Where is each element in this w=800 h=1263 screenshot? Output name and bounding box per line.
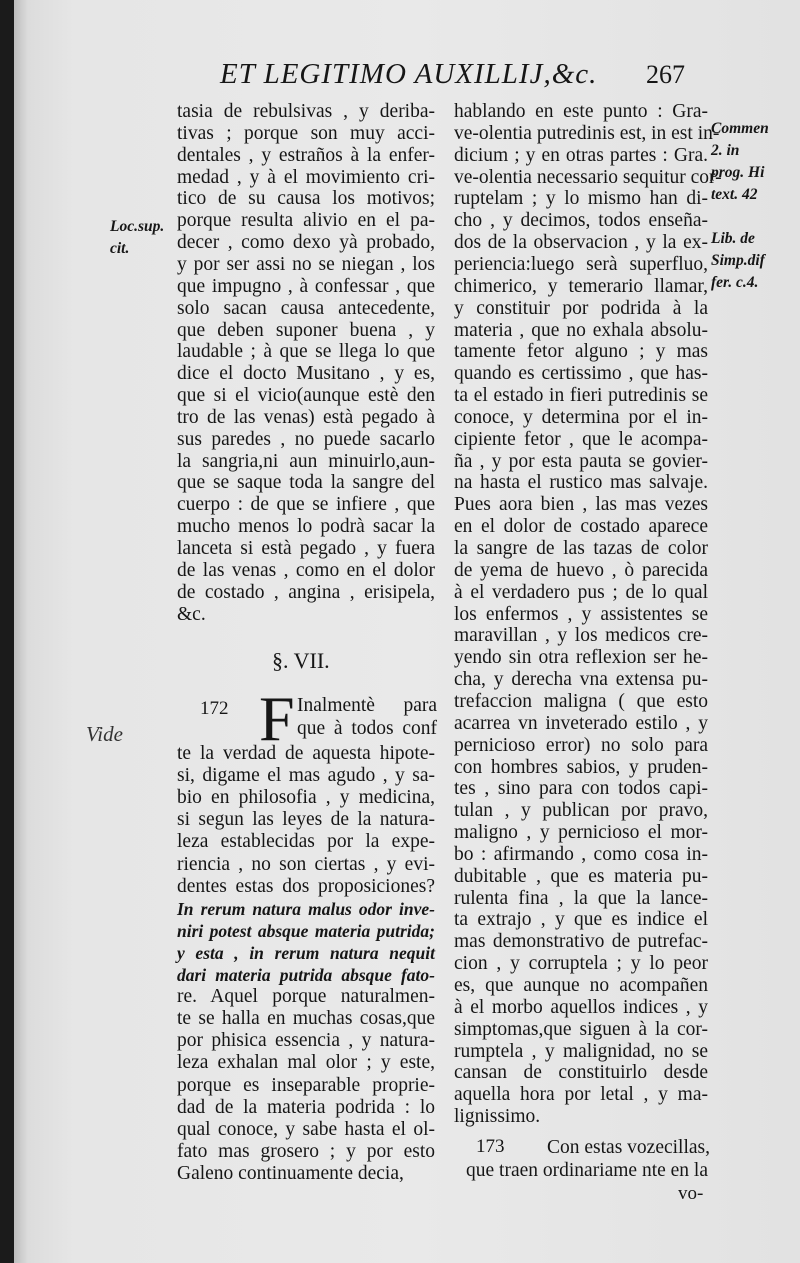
text-line: tivas ; porque son muy acci- [177,122,435,144]
text-line: hablando en este punto : Gra- [454,101,708,122]
text-line: maravillan , y los medicos cre- [454,625,708,647]
margin-note-left [110,216,164,260]
text-line: Inalmentè para [297,695,437,716]
text-line: leza exhalan mal olor ; y este, [177,1052,435,1074]
text-line: y por ser assi no se niegan , los [177,253,435,275]
text-line: cipiente fetor , que le acompa- [454,428,708,450]
text-line: tro de las venas) està pegado à [177,406,435,428]
text-line: tasia de rebulsivas , y deriba- [177,101,435,122]
paragraph-number-173: 173 [476,1136,505,1157]
section-heading: §. VII. [272,648,330,673]
book-page [14,0,800,1263]
text-line: dice el docto Musitano , y es, [177,363,435,385]
text-line: con hombres sabios, y pruden- [454,756,708,778]
text-line: cit. [110,240,130,257]
text-line: fer. c.4. [711,274,759,291]
text-line: ve-olentia necessario sequitur cor- [454,166,722,188]
text-line: cho , y decimos, todos enseña- [454,210,708,232]
text-line: los enfermos , y assistentes se [454,603,708,625]
text-line: de costado , angina , erisipela, [177,581,435,603]
text-line: que si el vicio(aunque estè den [177,385,435,407]
text-line: conoce, y determina por el in- [454,406,708,428]
text-line: porque resulta alivio en el pa- [177,210,435,232]
text-line: sus paredes , no puede sacarlo [177,428,435,450]
text-line: ruptelam ; y lo mismo han di- [454,188,708,210]
text-line: lanceta si està pegado , y fuera [177,538,435,559]
drop-cap: F [259,683,295,754]
text-line: In rerum natura malus odor inve- [177,898,435,919]
text-line: dos de la observacion , y la ex- [454,232,708,254]
text-line: por phisica essencia , y natura- [177,1030,435,1052]
text-line: que traen ordinariame nte en la [466,1160,709,1181]
text-line: mucho menos lo podrà sacar la [177,516,435,538]
text-line: porque es inseparable proprie- [177,1074,435,1096]
text-line: leza establecidas por la expe- [177,831,435,853]
text-line: maligno , y pernicioso el mor- [454,822,708,844]
text-line: Pues aora bien , las mas vezes [454,494,708,516]
text-line: es, que aunque no acompañen [454,975,708,996]
text-line: la sangria,ni aun minuirlo,aun- [177,450,435,472]
text-line: laudable ; à que se llega lo que [177,341,435,363]
text-line: re. Aquel porque naturalmen- [177,986,435,1008]
handwritten-note: Vide [86,722,123,746]
text-line: dentes estas dos proposiciones? [177,875,435,897]
text-line: acarrea vn inveterado estilo , y [454,712,708,734]
text-line: rulenta fina , la que la lance- [454,887,708,909]
text-line: na hasta el rustico mas salvaje. [454,472,708,494]
text-line: ta el estado in fieri putredinis se [454,385,708,407]
text-line: en el dolor de costado aparece [454,516,708,538]
text-line: à el verdadero pus ; de lo qual [454,581,708,603]
text-line: tico de su causa los motivos; [177,188,435,210]
running-title: ET LEGITIMO AUXILLIJ,&c. [220,58,598,90]
text-line: chimerico, y temerario llamar, [454,275,708,297]
text-line: dicium ; y en otras partes : Gra. [454,144,708,166]
text-line: de las venas , como en el dolor [177,559,435,581]
text-line: rumptela , y malignidad, no se [454,1040,708,1062]
text-line: la sangre de las tazas de color [454,538,708,559]
text-line: ña , y por esta pauta se govier- [454,450,708,472]
text-line: que à todos conf [297,718,437,739]
text-line: tamente fetor alguno ; y mas [454,341,708,363]
text-line: Simp.dif [711,252,765,269]
text-line: cion , y corruptela ; y lo peor [454,953,708,975]
text-line: si, digame el mas agudo , y sa- [177,765,435,787]
margin-note-right-mid [711,228,765,294]
text-line: medad , y à el movimiento cri- [177,166,435,188]
text-line: fato mas grosero ; y por esto [177,1140,435,1162]
text-line: bo : afirmando , como cosa in- [454,843,708,865]
text-line: tes , sino para con todos capi- [454,778,708,800]
text-line: dubitable , que es materia pu- [454,865,708,887]
text-line: si segun las leyes de la natura- [177,809,435,831]
text-line: y esta , in rerum natura nequit [177,942,435,963]
text-line: ta extrajo , y que es indice el [454,909,708,931]
text-line: mas demonstrativo de putrefac- [454,931,708,953]
text-line: &c. [177,603,206,625]
text-line: que se saque toda la sangre del [177,472,435,494]
text-line: Commen [711,120,769,137]
text-line: Galeno continuamente decia, [177,1162,404,1184]
text-line: te se halla en muchas cosas,que [177,1008,435,1030]
text-line: dari materia putrida absque fato- [177,965,435,985]
text-line: à el morbo aquellos indices , y [454,996,708,1018]
page-number: 267 [646,60,685,89]
text-line: riencia , no son ciertas , y evi- [177,853,435,875]
text-line: 2. in [711,142,740,159]
text-line: periencia:luego serà superfluo, [454,253,708,275]
text-line: que impugno , à confessar , que [177,275,435,297]
text-line: solo sacan causa antecedente, [177,297,435,319]
text-line: ve-olentia putredinis est, in est in- [454,122,720,144]
text-line: Lib. de [711,230,755,247]
catchword: vo- [678,1183,704,1204]
paragraph-number-172: 172 [200,698,229,719]
text-line: cansan de constituirlo desde [454,1062,708,1084]
text-line: que deben suponer buena , y [177,319,435,341]
text-line: aquella hora por letal , y ma- [454,1084,708,1106]
text-line: yendo sin otra reflexion ser he- [454,647,708,669]
text-line: bio en philosofia , y medicina, [177,787,435,809]
text-line: qual conoce, y sabe hasta el ol- [177,1118,435,1140]
text-line: quando es certissimo , que has- [454,363,708,385]
text-line: prog. Hi [711,164,765,181]
text-line: lignissimo. [454,1106,541,1128]
text-line: simptomas,que siguen à la cor- [454,1018,708,1040]
text-line: cuerpo : de que se infiere , que [177,494,435,516]
text-line: niri potest absque materia putrida; [177,920,435,941]
margin-note-right-top [711,118,769,206]
text-line: pernicioso error) no solo para [454,734,708,756]
text-line: materia , que no exhala absolu- [454,319,708,341]
text-line: cha, y derecha vna extensa pu- [454,669,708,691]
text-line: Con estas vozecillas, [547,1137,710,1158]
text-line: tulan , y publican por pravo, [454,800,708,822]
text-line: dentales , y estraños à la enfer- [177,144,435,166]
text-line: trefaccion maligna ( que esto [454,690,708,712]
text-line: text. 42 [711,186,758,203]
text-line: Loc.sup. [110,218,165,235]
text-line: decer , como dexo yà probado, [177,232,435,254]
text-line: de yema de huevo , ò parecida [454,559,708,581]
text-line: te la verdad de aquesta hipote- [177,743,435,764]
text-line: y constituir por podrida à la [454,297,708,319]
text-line: dad de la materia podrida : lo [177,1096,435,1118]
